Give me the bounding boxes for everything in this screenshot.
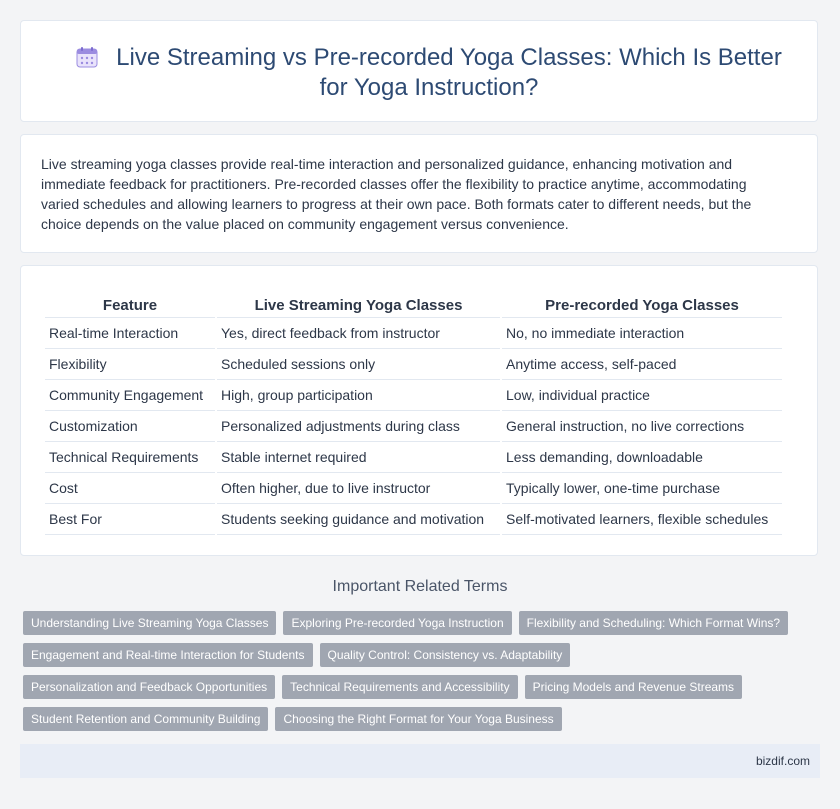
- table-row: [45, 318, 782, 349]
- table-cell: Flexibility: [45, 349, 215, 380]
- footer: [20, 744, 820, 778]
- table-cell: Best For: [45, 504, 215, 535]
- table-header-live: Live Streaming Yoga Classes: [217, 294, 500, 318]
- table-row: [45, 473, 782, 504]
- table-cell: Anytime access, self-paced: [502, 349, 782, 380]
- tag-row: [23, 611, 813, 635]
- table-cell: Scheduled sessions only: [217, 349, 500, 380]
- table-cell: Real-time Interaction: [45, 318, 215, 349]
- related-term-tag[interactable]: Student Retention and Community Building: [23, 707, 268, 731]
- related-term-tag[interactable]: Understanding Live Streaming Yoga Classes: [23, 611, 276, 635]
- related-term-tag[interactable]: Exploring Pre-recorded Yoga Instruction: [283, 611, 511, 635]
- tag-row: [23, 707, 813, 731]
- intro-card: [20, 134, 818, 253]
- table-cell: Customization: [45, 411, 215, 442]
- table-header-row: [45, 294, 782, 318]
- page-title: Live Streaming vs Pre-recorded Yoga Classes: Which Is Better for Yoga Instruction?: [116, 44, 782, 101]
- related-terms-list: [23, 611, 813, 739]
- table-row: [45, 380, 782, 411]
- table-header-prerecorded: Pre-recorded Yoga Classes: [502, 294, 782, 318]
- related-term-tag[interactable]: Engagement and Real-time Interaction for Students: [23, 643, 313, 667]
- calendar-icon: [76, 46, 98, 68]
- title-card: [20, 20, 818, 122]
- tag-row: [23, 675, 813, 699]
- comparison-table: [43, 294, 784, 535]
- table-cell: Stable internet required: [217, 442, 500, 473]
- related-term-tag[interactable]: Quality Control: Consistency vs. Adaptability: [320, 643, 571, 667]
- comparison-table-card: [20, 265, 818, 556]
- table-cell: High, group participation: [217, 380, 500, 411]
- table-cell: Community Engagement: [45, 380, 215, 411]
- table-cell: Cost: [45, 473, 215, 504]
- table-cell: Technical Requirements: [45, 442, 215, 473]
- intro-text: Live streaming yoga classes provide real-time interaction and personalized guidance, enhancing motivation and immediate feedback for practitioners. Pre-recorded classes offer the flexibility to practice anytime, accommodating varied schedules and allowing learners to progress at their own pace. Both formats cater to different needs, but the choice depends on the value placed on community engagement versus convenience.: [41, 156, 752, 232]
- table-row: [45, 411, 782, 442]
- related-term-tag[interactable]: Pricing Models and Revenue Streams: [525, 675, 742, 699]
- tag-row: [23, 643, 813, 667]
- footer-site-link[interactable]: bizdif.com: [755, 754, 810, 768]
- related-term-tag[interactable]: Personalization and Feedback Opportunities: [23, 675, 275, 699]
- table-row: [45, 349, 782, 380]
- related-term-tag[interactable]: Technical Requirements and Accessibility: [282, 675, 517, 699]
- table-cell: Yes, direct feedback from instructor: [217, 318, 500, 349]
- table-cell: Less demanding, downloadable: [502, 442, 782, 473]
- table-row: [45, 442, 782, 473]
- table-row: [45, 504, 782, 535]
- table-cell: Self-motivated learners, flexible schedules: [502, 504, 782, 535]
- related-term-tag[interactable]: Choosing the Right Format for Your Yoga Business: [275, 707, 561, 731]
- table-cell: No, no immediate interaction: [502, 318, 782, 349]
- table-cell: Students seeking guidance and motivation: [217, 504, 500, 535]
- related-terms-heading: Important Related Terms: [332, 578, 508, 595]
- table-cell: General instruction, no live corrections: [502, 411, 782, 442]
- table-cell: Typically lower, one-time purchase: [502, 473, 782, 504]
- table-cell: Low, individual practice: [502, 380, 782, 411]
- page-title-wrap: [61, 43, 797, 103]
- table-cell: Often higher, due to live instructor: [217, 473, 500, 504]
- table-cell: Personalized adjustments during class: [217, 411, 500, 442]
- table-header-feature: Feature: [45, 294, 215, 318]
- related-term-tag[interactable]: Flexibility and Scheduling: Which Format Wins?: [519, 611, 788, 635]
